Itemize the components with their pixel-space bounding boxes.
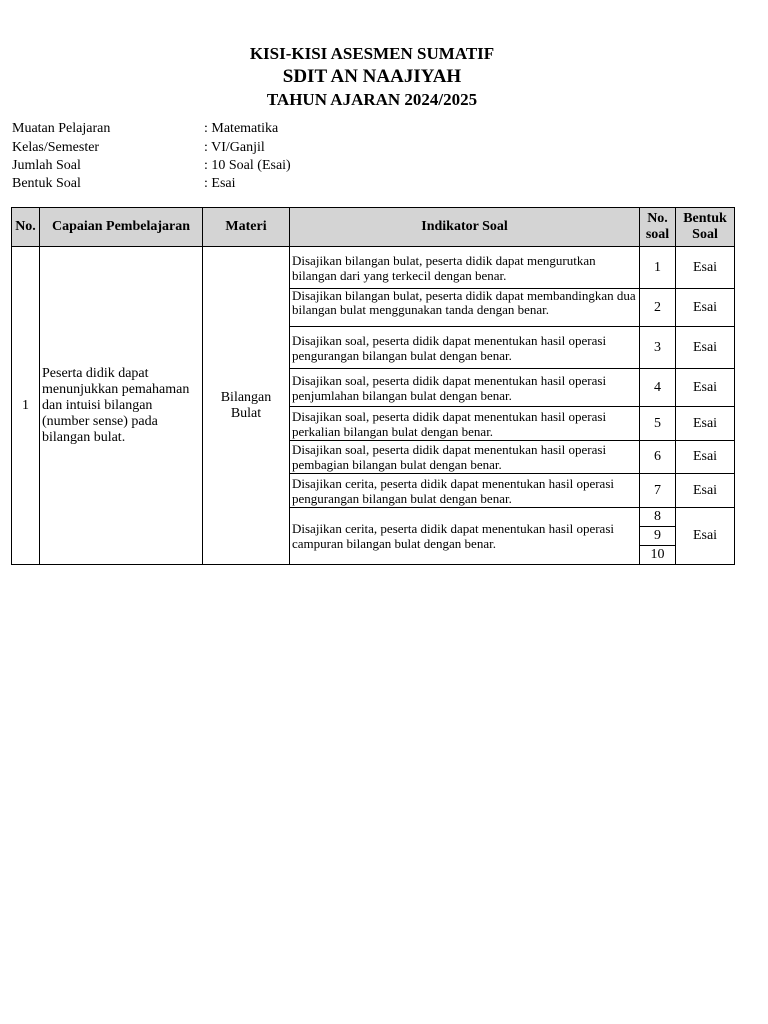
header-no-soal-line1: No. [647,211,668,226]
info-value: : Esai [204,176,236,191]
no-soal-cell: 2 [640,289,676,327]
header-materi: Materi [203,208,290,247]
header-bentuk [676,208,735,247]
academic-year: TAHUN AJARAN 2024/2025 [266,90,478,109]
info-label: Bentuk Soal [12,176,81,191]
header-no-soal-line2: soal [645,227,670,242]
header-no-soal [640,208,676,247]
no-soal-cell: 3 [640,327,676,369]
bentuk-cell: Esai [676,474,735,508]
header-indikator: Indikator Soal [290,208,640,247]
info-row-question-type [12,175,236,193]
no-soal-cell: 1 [640,247,676,289]
indikator-cell: Disajikan soal, peserta didik dapat menentukan hasil operasi pembagian bilangan bulat dengan benar. [290,441,640,474]
info-value: : 10 Soal (Esai) [204,158,291,173]
bentuk-cell: Esai [676,289,735,327]
header-bentuk-line2: Soal [692,227,718,242]
document-title: KISI-KISI ASESMEN SUMATIF [249,44,495,63]
info-row-class [12,139,265,157]
info-label: Kelas/Semester [12,140,100,155]
header-bentuk-line1: Bentuk [683,211,727,226]
info-value: : VI/Ganjil [204,140,265,155]
materi-cell [203,247,290,565]
header-no: No. [12,208,40,247]
no-soal-cell: 4 [640,369,676,407]
indikator-cell: Disajikan cerita, peserta didik dapat menentukan hasil operasi campuran bilangan bulat dengan benar. [290,508,640,565]
indikator-cell [290,289,640,327]
school-name: SDIT AN NAAJIYAH [282,66,462,87]
row-number: 1 [12,247,40,565]
materi-line2: Bulat [230,405,262,421]
grid-table [11,207,735,565]
indikator-cell: Disajikan soal, peserta didik dapat menentukan hasil operasi perkalian bilangan bulat dengan benar. [290,407,640,441]
bentuk-cell: Esai [676,247,735,289]
bentuk-cell: Esai [676,407,735,441]
indikator-cell: Disajikan soal, peserta didik dapat menentukan hasil operasi penjumlahan bilangan bulat dengan benar. [290,369,640,407]
info-label: Muatan Pelajaran [12,121,111,136]
info-row-subject [12,120,278,138]
no-soal-cell: 6 [640,441,676,474]
no-soal-cell: 5 [640,407,676,441]
info-row-question-count [12,157,291,175]
bentuk-cell: Esai [676,441,735,474]
bentuk-cell: Esai [676,508,735,565]
table-row [12,247,735,289]
indikator-cell: Disajikan bilangan bulat, peserta didik dapat mengurutkan bilangan dari yang terkecil dengan benar. [290,247,640,289]
bentuk-cell: Esai [676,369,735,407]
no-soal-cell: 9 [640,527,676,546]
bentuk-cell: Esai [676,327,735,369]
materi-line1: Bilangan [220,389,272,405]
capaian-cell: Peserta didik dapat menunjukkan pemahaman dan intuisi bilangan (number sense) pada bilangan bulat. [40,247,203,565]
info-value: : Matematika [204,121,279,136]
no-soal-cell: 8 [640,508,676,527]
table-header-row [12,208,735,247]
no-soal-cell: 10 [640,546,676,565]
indikator-cell: Disajikan soal, peserta didik dapat menentukan hasil operasi pengurangan bilangan bulat dengan benar. [290,327,640,369]
no-soal-cell: 7 [640,474,676,508]
header-capaian: Capaian Pembelajaran [40,208,203,247]
indikator-text: Disajikan bilangan bulat, peserta didik dapat membandingkan dua bilangan bulat menggunakan tanda dengan benar. [292,289,636,317]
info-label: Jumlah Soal [12,158,81,173]
indikator-cell: Disajikan cerita, peserta didik dapat menentukan hasil operasi pengurangan bilangan bulat dengan benar. [290,474,640,508]
